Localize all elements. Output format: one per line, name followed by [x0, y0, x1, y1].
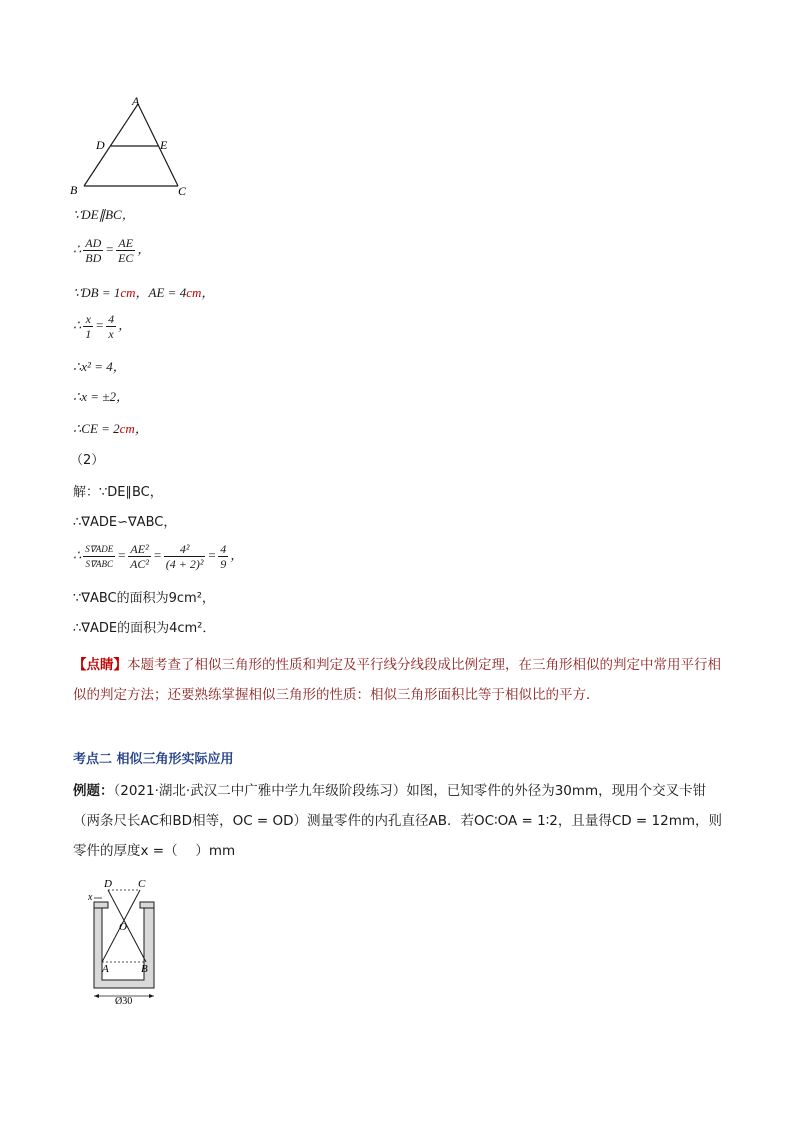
example-text: （2021·湖北·武汉二中广雅中学九年级阶段练习）如图，已知零件的外径为30mm，现用个交叉卡钳（两条尺长AC和BD相等，OC = OD）测量零件的内孔直径AB．若OC∶OA = 1∶2，且量得CD = 12mm，则零件的厚度x =（ ）mm	[73, 783, 723, 859]
fig2-label-x: x	[88, 892, 93, 903]
step-x-ratio: ∴ $\frac{x}{1}$ = $\frac{4}{x}$ ，	[73, 312, 132, 341]
example-paragraph	[73, 776, 723, 866]
fig2-label-c: C	[138, 878, 146, 890]
part-2-step-2: ∴∇ADE∽∇ABC，	[73, 515, 177, 530]
fraction-4-x: $\frac{4}{x}$	[108, 312, 115, 341]
fig2-label-a: A	[102, 963, 109, 975]
fig2-label-b: B	[141, 963, 148, 975]
comment-text: 本题考查了相似三角形的性质和判定及平行线分线段成比例定理，在三角形相似的判定中常用平行相似的判定方法；还要熟练掌握相似三角形的性质：相似三角形面积比等于相似比的平方．	[73, 657, 721, 703]
caliper-figure	[88, 876, 168, 1004]
part-2-label: （2）	[70, 453, 105, 468]
fig2-label-d: D	[104, 878, 112, 890]
fraction-x-1: $\frac{x}{1}$	[85, 312, 92, 341]
part-2-area-ratio: ∴ $\frac{\text{S∇ADE}}{\text{S∇ABC}}$ = $\frac{\text{AE²}}{\text{AC²}}$ = $\frac{\text{4²}}{\text{(4 + 2)²}}$ = $\frac{4}{9}$ ，	[73, 542, 244, 571]
fraction-ae-ec: $\frac{AE}{EC}$	[118, 236, 134, 265]
label-d: D	[96, 138, 105, 152]
fraction-area-ratio: $\frac{\text{S∇ADE}}{\text{S∇ABC}}$	[85, 544, 114, 569]
label-a: A	[132, 94, 140, 108]
label-e: E	[160, 138, 168, 152]
comment-tag: 【点睛】	[73, 657, 127, 673]
step-parallel: ∵DE∥BC，	[73, 207, 135, 222]
fraction-ad-bd: $\frac{AD}{BD}$	[85, 236, 102, 265]
part-2-step-5: ∴∇ADE的面积为4cm²．	[73, 621, 216, 636]
fig2-label-diameter: Ø30	[115, 996, 133, 1004]
step-ratio: ∴ $\frac{AD}{BD}$ = $\frac{AE}{EC}$ ，	[73, 236, 151, 265]
triangle-figure	[68, 94, 198, 200]
step-ce-value: ∴CE = 2cm，	[73, 421, 148, 436]
example-label: 例题：	[73, 783, 114, 799]
fraction-4sq-6sq: $\frac{\text{4²}}{\text{(4 + 2)²}}$	[165, 542, 204, 571]
fraction-4-9: $\frac{4}{9}$	[220, 542, 227, 571]
label-c: C	[178, 184, 187, 198]
comment-paragraph	[73, 650, 723, 710]
step-x-squared: ∴x² = 4，	[73, 359, 126, 374]
section-heading: 考点二 相似三角形实际应用	[73, 752, 234, 767]
step-given-lengths: ∵DB = 1cm，AE = 4cm，	[73, 285, 215, 300]
part-2-step-4: ∵∇ABC的面积为9cm²，	[73, 591, 215, 606]
fig2-label-o: O	[119, 921, 127, 933]
fraction-ae2-ac2: $\frac{\text{AE²}}{\text{AC²}}$	[130, 542, 150, 571]
label-b: B	[70, 183, 78, 197]
part-2-step-1: 解：∵DE∥BC，	[73, 485, 163, 500]
step-x-value: ∴x = ±2，	[73, 389, 129, 404]
